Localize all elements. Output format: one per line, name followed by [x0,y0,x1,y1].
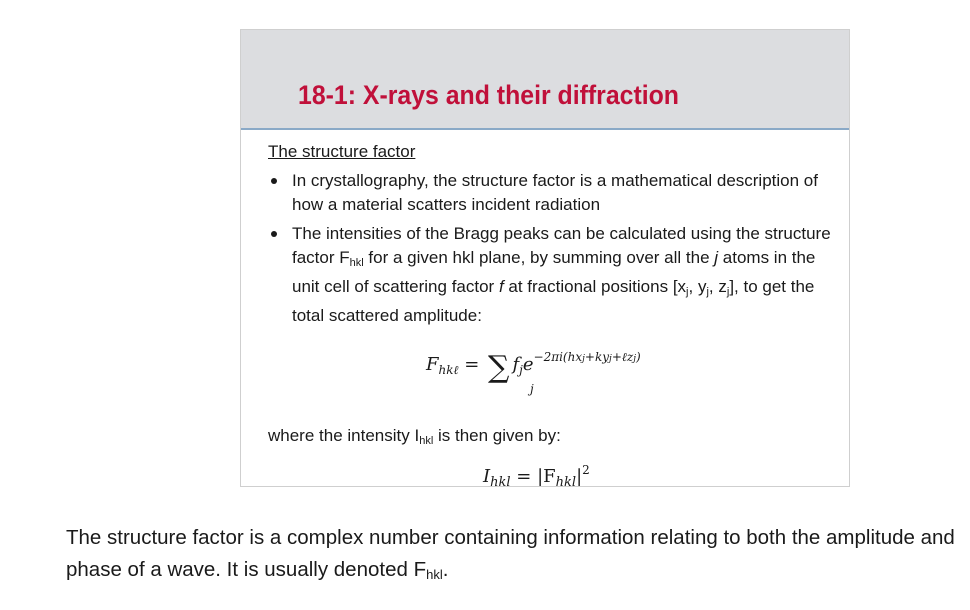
formula-exponent [534,350,641,364]
bullet-list [268,169,838,328]
intensity-formula [483,458,590,495]
bullet-2-part-e: ], to get the total scattered amplitude: [292,277,815,325]
bullet-2-part-c: atoms in the unit cell of scattering factor [292,248,816,296]
caption-end: . [442,558,449,581]
bullet-2-part-b: for a given hkl plane, by summing over all the [363,248,715,267]
subscript-j: j [726,286,730,298]
formula-2-lhs-subscript: hkl [490,475,511,490]
section-heading: The structure factor [268,142,416,161]
formula-2-equals: = |F [510,466,556,487]
exponent-part-2: +ky [584,350,610,364]
caption-text [66,522,956,591]
summation-symbol: ∑ [488,350,510,385]
bullet-item-1 [268,169,838,217]
bullet-2-part-d: at fractional positions [x [503,277,687,296]
subscript-hkl: hkl [349,257,364,269]
bullet-text-2 [292,224,831,325]
caption-subscript: hkl [426,567,443,582]
bullet-2-part-a: The intensities of the Bragg peaks can be calculated using the structure factor F [292,224,831,267]
exponent-subscript: j [582,354,585,364]
exponent-subscript: j [633,354,636,364]
italic-j: j [714,248,719,267]
bullet-dot-icon [271,231,277,237]
separator-y: , y [688,277,707,296]
summation-index: j [530,382,534,396]
formula-f-subscript: j [519,363,523,377]
bullet-item-2 [268,222,838,328]
formula-2-lhs: I [483,466,491,487]
exponent-end: ) [635,350,641,364]
caption-main: The structure factor is a complex number containing information relating to both the amplitude and phase of a wave. It is usually denoted F [66,526,955,581]
slide-panel [240,29,850,490]
italic-f: f [498,277,504,296]
exponent-subscript: j [609,354,612,364]
exponent-part-1: −2πi(hx [533,350,583,364]
structure-factor-formula [426,345,641,396]
formula-e: e [522,354,534,375]
exponent-part-3: +ℓz [611,350,634,364]
slide-header [241,30,849,130]
formula-2-abs-bar: | [576,466,583,487]
subscript-j: j [686,286,689,298]
formula-2-power: 2 [582,463,590,477]
intensity-text-b: is then given by: [433,426,561,445]
intensity-text-a: where the intensity I [268,426,420,445]
slide-title: 18-1: X-rays and their diffraction [298,80,679,110]
formula-lhs: F [426,354,439,375]
formula-2-rhs-subscript: hkl [555,475,577,490]
formula-equals: = [458,354,486,375]
separator-z: , z [708,277,727,296]
formula-f: f [512,354,520,375]
subscript-hkl: hkl [419,435,434,447]
formula-lhs-subscript: hkℓ [438,363,459,377]
bullet-dot-icon [271,178,277,184]
bullet-text-1: In crystallography, the structure factor is a mathematical description of how a material scatters incident radiation [292,171,818,214]
intensity-text [268,424,561,453]
subscript-j: j [706,286,709,298]
